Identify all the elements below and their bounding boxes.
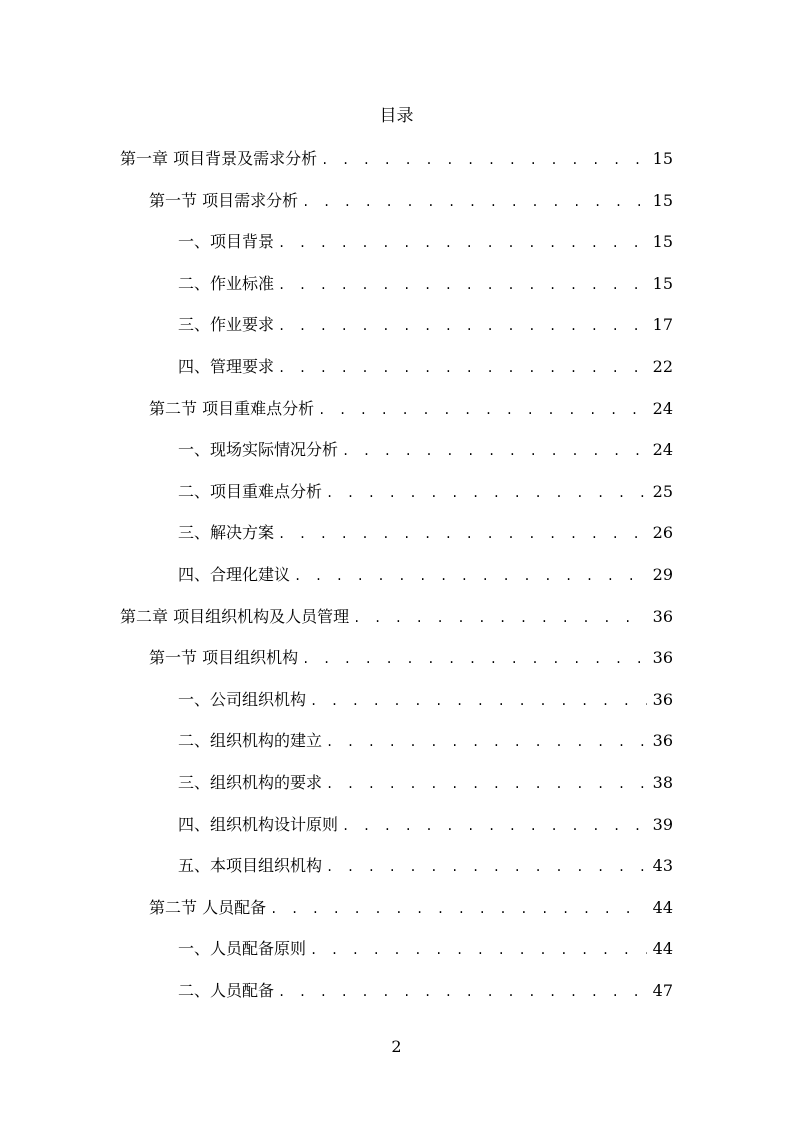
- toc-entry[interactable]: [178, 853, 673, 879]
- toc-dot-leader: [278, 521, 647, 547]
- toc-entry[interactable]: [178, 770, 673, 796]
- toc-dot-leader: [342, 813, 647, 839]
- toc-entry-label: 二、人员配备: [178, 981, 275, 1000]
- toc-dot-leader: [326, 729, 647, 755]
- page-number: 2: [391, 1037, 402, 1056]
- toc-entry[interactable]: [178, 978, 673, 1004]
- toc-dot-leader: [278, 979, 647, 1005]
- toc-entry[interactable]: [178, 562, 673, 588]
- toc-entry-label: 一、项目背景: [178, 232, 275, 252]
- toc-dot-leader: [342, 438, 647, 464]
- toc-entry-label: 二、组织机构的建立: [178, 731, 323, 751]
- toc-entry-page: 36: [652, 689, 673, 709]
- toc-dot-leader: [310, 937, 647, 963]
- toc-dot-leader: [278, 313, 647, 339]
- toc-entry-label: 四、合理化建议: [178, 565, 291, 584]
- toc-title: 目录: [379, 106, 414, 126]
- toc-entry-label: 二、作业标准: [178, 273, 275, 293]
- toc-entry-page: 44: [652, 939, 673, 959]
- toc-entry[interactable]: [178, 728, 673, 754]
- toc-entry-page: 47: [652, 981, 673, 1000]
- toc-entry-label: 第一节 项目需求分析: [149, 190, 299, 210]
- toc-entry-label: 一、现场实际情况分析: [178, 440, 339, 460]
- toc-entry-label: 一、人员配备原则: [178, 939, 307, 959]
- toc-entry[interactable]: [178, 479, 673, 505]
- toc-entry[interactable]: [149, 396, 673, 422]
- toc-entry-label: 第一章 项目背景及需求分析: [120, 149, 318, 168]
- toc-entry-label: 四、管理要求: [178, 357, 275, 376]
- toc-entry-label: 三、解决方案: [178, 523, 275, 543]
- toc-entry-page: 15: [652, 232, 673, 252]
- toc-entry-page: 24: [652, 440, 673, 460]
- toc-entry[interactable]: [149, 645, 673, 671]
- toc-entry[interactable]: [149, 895, 673, 921]
- toc-entry-page: 22: [652, 357, 673, 376]
- toc-dot-leader: [326, 480, 647, 506]
- toc-entry-label: 五、本项目组织机构: [178, 856, 323, 876]
- toc-entry-page: 25: [652, 481, 673, 501]
- toc-entry-label: 四、组织机构设计原则: [178, 814, 339, 834]
- toc-entry[interactable]: [120, 604, 673, 630]
- toc-dot-leader: [318, 397, 647, 423]
- toc-dot-leader: [278, 355, 647, 381]
- toc-dot-leader: [270, 896, 647, 922]
- toc-entry[interactable]: [178, 687, 673, 713]
- toc-entry-page: 17: [652, 315, 673, 335]
- toc-dot-leader: [353, 605, 647, 631]
- toc-entry-page: 36: [652, 648, 673, 668]
- toc-entry[interactable]: [178, 520, 673, 546]
- toc-entry-page: 44: [652, 897, 673, 917]
- toc-entry[interactable]: [149, 188, 673, 214]
- toc-entry-page: 38: [652, 773, 673, 792]
- toc-entry-label: 二、项目重难点分析: [178, 481, 323, 501]
- toc-entry-label: 三、作业要求: [178, 315, 275, 335]
- toc-entry-page: 36: [652, 606, 673, 626]
- toc-entry-page: 43: [652, 856, 673, 876]
- toc-dot-leader: [278, 230, 647, 256]
- toc-dot-leader: [278, 272, 647, 298]
- toc-entry-label: 第一节 项目组织机构: [149, 648, 299, 668]
- toc-entry-page: 24: [652, 398, 673, 418]
- toc-entry[interactable]: [178, 229, 673, 255]
- toc-dot-leader: [310, 688, 647, 714]
- toc-entry-label: 第二章 项目组织机构及人员管理: [120, 606, 350, 626]
- toc-entry-page: 29: [652, 565, 673, 584]
- toc-entry-label: 第二节 项目重难点分析: [149, 398, 315, 418]
- toc-entry-page: 26: [652, 523, 673, 543]
- toc-dot-leader: [321, 147, 647, 173]
- toc-dot-leader: [294, 563, 647, 589]
- toc-entry-page: 15: [652, 273, 673, 293]
- toc-dot-leader: [326, 854, 647, 880]
- toc-entry[interactable]: [178, 354, 673, 380]
- toc-entry-label: 三、组织机构的要求: [178, 773, 323, 792]
- toc-entry-page: 15: [652, 190, 673, 210]
- toc-dot-leader: [302, 189, 647, 215]
- toc-entry[interactable]: [178, 437, 673, 463]
- toc-entry-page: 36: [652, 731, 673, 751]
- toc-entry[interactable]: [178, 812, 673, 838]
- toc-entry-page: 39: [652, 814, 673, 834]
- toc-entry-label: 一、公司组织机构: [178, 689, 307, 709]
- toc-entry[interactable]: [178, 271, 673, 297]
- toc-dot-leader: [302, 646, 647, 672]
- toc-entry[interactable]: [120, 146, 673, 172]
- toc-entry[interactable]: [178, 312, 673, 338]
- toc-entry-label: 第二节 人员配备: [149, 897, 267, 917]
- toc-entry[interactable]: [178, 936, 673, 962]
- toc-dot-leader: [326, 771, 647, 797]
- toc-entry-page: 15: [652, 149, 673, 168]
